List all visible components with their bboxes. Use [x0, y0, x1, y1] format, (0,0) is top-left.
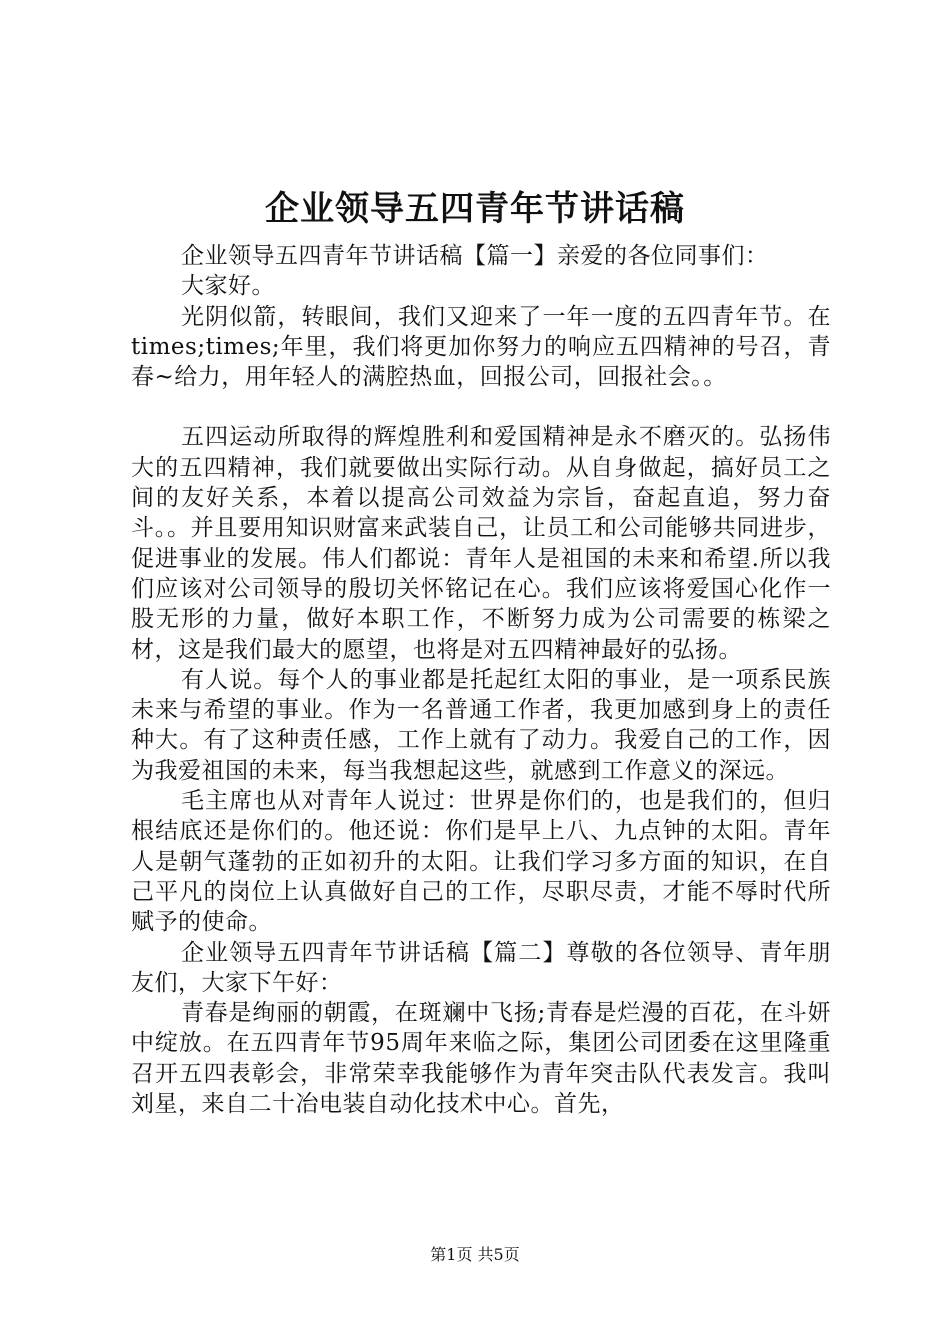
paragraph-4: 毛主席也从对青年人说过：世界是你们的，也是我们的，但归根结底还是你们的。他还说：你们是早上八、九点钟的太阳。青年人是朝气蓬勃的正如初升的太阳。让我们学习多方面的知识，在自己平凡的岗位上认真做好自己的工作，尽职尽责，才能不辱时代所赋予的使命。: [131, 788, 831, 936]
document-title: 企业领导五四青年节讲话稿: [265, 189, 685, 229]
paragraph-1: 光阴似箭，转眼间，我们又迎来了一年一度的五四青年节。在times;times;年里，我们将更加你努力的响应五四精神的号召，青春~给力，用年轻人的满腔热血，回报公司，回报社会。。: [131, 303, 831, 391]
document-body: [131, 241, 831, 1119]
paragraph-greeting: 大家好。: [181, 273, 275, 300]
paragraph-5: 企业领导五四青年节讲话稿【篇二】尊敬的各位领导、青年朋友们，大家下午好：: [131, 939, 831, 996]
paragraph-6: 青春是绚丽的朝霞，在斑斓中飞扬;青春是烂漫的百花，在斗妍中绽放。在五四青年节95周年来临之际，集团公司团委在这里隆重召开五四表彰会，非常荣幸我能够作为青年突击队代表发言。我叫刘星，来自二十冶电装自动化技术中心。首先，: [131, 1000, 831, 1118]
paragraph-2: 五四运动所取得的辉煌胜利和爱国精神是永不磨灭的。弘扬伟大的五四精神，我们就要做出实际行动。从自身做起，搞好员工之间的友好关系，本着以提高公司效益为宗旨，奋起直追，努力奋斗。。并且要用知识财富来武装自己，让员工和公司能够共同进步，促进事业的发展。伟人们都说：青年人是祖国的未来和希望.所以我们应该对公司领导的殷切关怀铭记在心。我们应该将爱国心化作一股无形的力量，做好本职工作，不断努力成为公司需要的栋梁之材，这是我们最大的愿望，也将是对五四精神最好的弘扬。: [131, 424, 831, 663]
paragraph-intro: 企业领导五四青年节讲话稿【篇一】亲爱的各位同事们：: [181, 243, 769, 269]
page-footer: 第1页 共5页: [430, 1245, 520, 1264]
paragraph-3: 有人说。每个人的事业都是托起红太阳的事业，是一项系民族未来与希望的事业。作为一名普通工作者，我更加感到身上的责任种大。有了这种责任感，工作上就有了动力。我爱自己的工作，因为我爱祖国的未来，每当我想起这些，就感到工作意义的深远。: [131, 666, 831, 784]
